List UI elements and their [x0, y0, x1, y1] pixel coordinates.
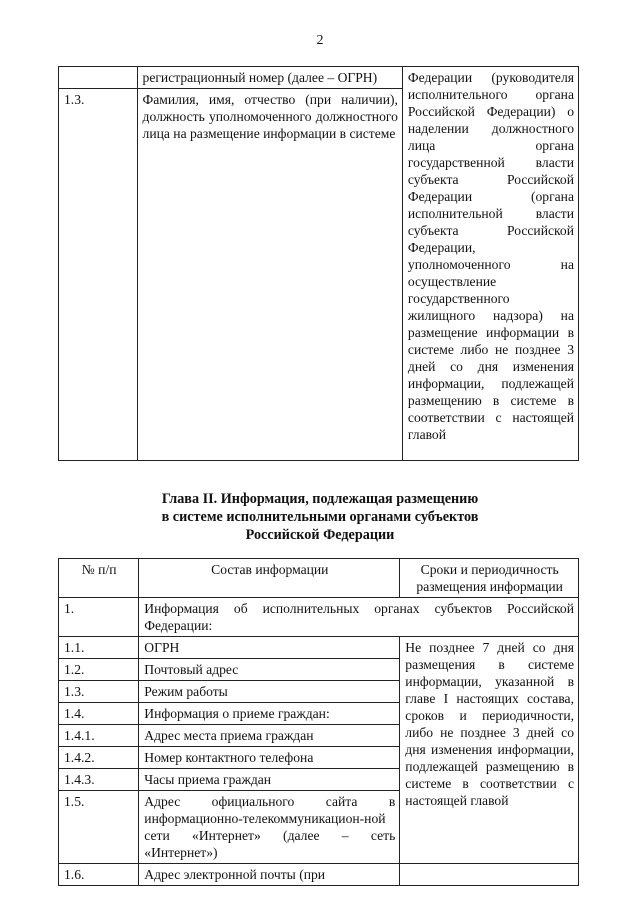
- terms-cell-empty: [400, 864, 579, 886]
- row-content: Часы приема граждан: [139, 769, 400, 791]
- row-content: регистрационный номер (далее – ОГРН): [137, 67, 402, 89]
- row-content: Фамилия, имя, отчество (при наличии), должность уполномоченного должностного лица на размещение информации в системе: [137, 89, 402, 461]
- heading-line: Глава II. Информация, подлежащая размещению: [161, 491, 479, 507]
- row-content: Режим работы: [139, 681, 400, 703]
- row-number: 1.3.: [59, 681, 139, 703]
- page-number: 2: [316, 33, 324, 48]
- table-row: [59, 864, 579, 886]
- chapter-heading: [0, 490, 640, 544]
- header-content: Состав информации: [139, 559, 400, 598]
- row-number: 1.3.: [59, 89, 138, 461]
- row-number: 1.5.: [59, 791, 139, 864]
- row-number: 1.4.3.: [59, 769, 139, 791]
- header-num: № п/п: [59, 559, 139, 598]
- row-number: 1.4.1.: [59, 725, 139, 747]
- row-number: [59, 67, 138, 89]
- row-number: 1.1.: [59, 637, 139, 659]
- row-number: 1.2.: [59, 659, 139, 681]
- table-row: [59, 67, 579, 89]
- table-continued: [58, 66, 579, 461]
- row-content: Почтовый адрес: [139, 659, 400, 681]
- row-number: 1.6.: [59, 864, 139, 886]
- heading-line: Российской Федерации: [245, 527, 395, 543]
- row-content: Адрес места приема граждан: [139, 725, 400, 747]
- row-content: Адрес официального сайта в информационно-телекоммуникацион-ной сети «Интернет» (далее – сеть «Интернет»): [139, 791, 400, 864]
- header-row: [59, 559, 579, 598]
- terms-cell: Федерации (руководителя исполнительного органа Российской Федерации) о наделении должностного лица органа государственной власти субъекта Российской Федерации (органа исполнительной власти субъекта Российской Федерации, уполномоченного на осуществление государственного жилищного надзора) на размещение информации в системе либо не позднее 3 дней со дня изменения информации, подлежащей размещению в системе в соответствии с настоящей главой: [402, 67, 578, 461]
- table-row: [59, 637, 579, 659]
- row-number: 1.4.: [59, 703, 139, 725]
- terms-cell: Не позднее 7 дней со дня размещения в системе информации, указанной в главе I настоящих состава, сроков и периодичности, либо не позднее 3 дней со дня изменения информации, подлежащей размещению в системе в соответствии с настоящей главой: [400, 637, 579, 864]
- heading-line: в системе исполнительными органами субъектов: [161, 509, 479, 525]
- row-number: 1.4.2.: [59, 747, 139, 769]
- row-content: Номер контактного телефона: [139, 747, 400, 769]
- row-content: Информация об исполнительных органах субъектов Российской Федерации:: [139, 598, 579, 637]
- row-content: Информация о приеме граждан:: [139, 703, 400, 725]
- table-row: [59, 598, 579, 637]
- row-content: Адрес электронной почты (при: [139, 864, 400, 886]
- information-table: [58, 558, 579, 886]
- header-terms: Сроки и периодичность размещения информации: [400, 559, 579, 598]
- row-content: ОГРН: [139, 637, 400, 659]
- row-number: 1.: [59, 598, 139, 637]
